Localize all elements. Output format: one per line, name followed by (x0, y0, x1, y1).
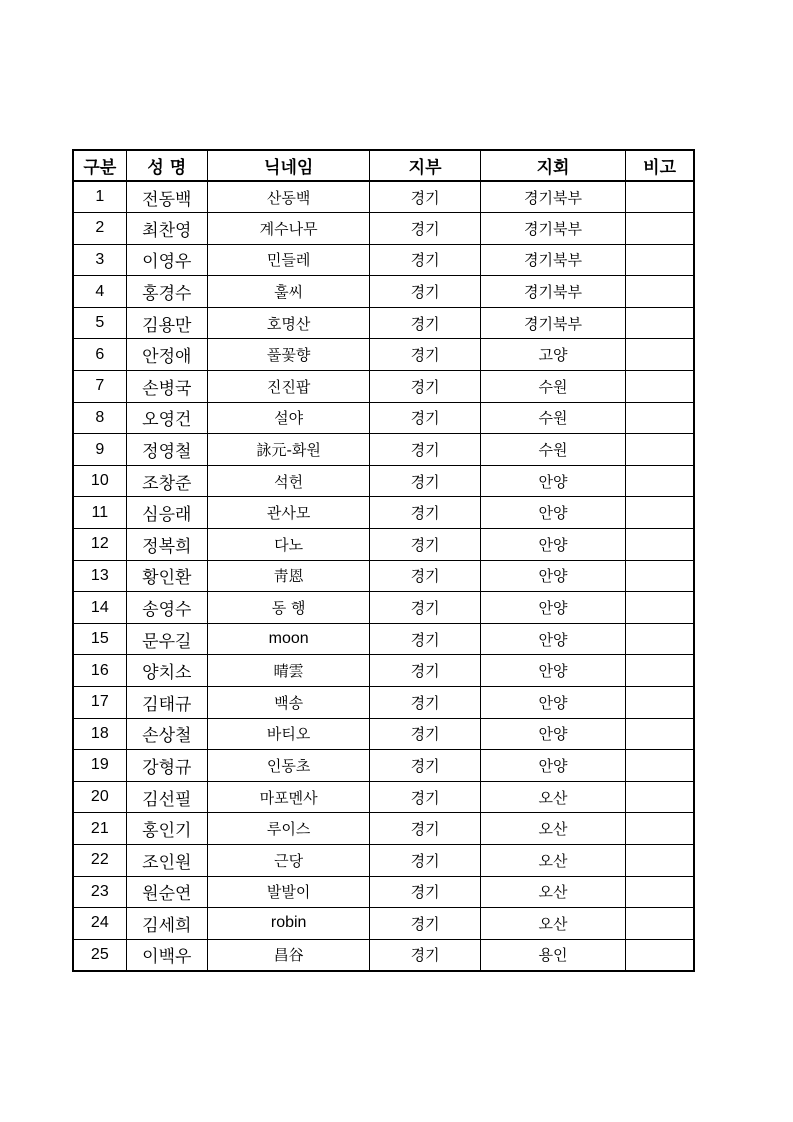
cell-chapter: 안양 (480, 529, 625, 561)
cell-name: 전동백 (126, 181, 207, 213)
cell-name: 이영우 (126, 244, 207, 276)
cell-region: 경기 (370, 213, 480, 245)
cell-chapter: 안양 (480, 718, 625, 750)
cell-chapter: 경기북부 (480, 276, 625, 308)
cell-note (626, 813, 694, 845)
table-row (73, 687, 694, 719)
table-row (73, 434, 694, 466)
cell-nickname: 백송 (207, 687, 370, 719)
cell-note (626, 844, 694, 876)
cell-nickname: 관사모 (207, 497, 370, 529)
cell-chapter: 오산 (480, 781, 625, 813)
table-row (73, 276, 694, 308)
cell-note (626, 529, 694, 561)
table-row (73, 781, 694, 813)
cell-chapter: 수원 (480, 371, 625, 403)
table-row (73, 181, 694, 213)
cell-chapter: 경기북부 (480, 307, 625, 339)
table-header-row (73, 150, 694, 181)
cell-num: 8 (73, 402, 126, 434)
header-chapter: 지회 (480, 150, 625, 181)
cell-note (626, 750, 694, 782)
cell-chapter: 경기북부 (480, 213, 625, 245)
cell-note (626, 718, 694, 750)
table-row (73, 908, 694, 940)
cell-note (626, 402, 694, 434)
cell-chapter: 안양 (480, 560, 625, 592)
cell-num: 25 (73, 939, 126, 971)
cell-region: 경기 (370, 939, 480, 971)
cell-num: 16 (73, 655, 126, 687)
cell-chapter: 안양 (480, 750, 625, 782)
cell-region: 경기 (370, 718, 480, 750)
cell-region: 경기 (370, 529, 480, 561)
cell-region: 경기 (370, 781, 480, 813)
cell-num: 23 (73, 876, 126, 908)
cell-note (626, 876, 694, 908)
cell-nickname: robin (207, 908, 370, 940)
cell-name: 오영건 (126, 402, 207, 434)
cell-num: 13 (73, 560, 126, 592)
table-row (73, 497, 694, 529)
cell-chapter: 경기북부 (480, 181, 625, 213)
cell-chapter: 안양 (480, 623, 625, 655)
cell-note (626, 276, 694, 308)
cell-nickname: 다노 (207, 529, 370, 561)
cell-num: 18 (73, 718, 126, 750)
cell-nickname: 昌谷 (207, 939, 370, 971)
cell-chapter: 경기북부 (480, 244, 625, 276)
table-row (73, 750, 694, 782)
cell-nickname: 풀꽃향 (207, 339, 370, 371)
cell-region: 경기 (370, 181, 480, 213)
cell-num: 5 (73, 307, 126, 339)
table-row (73, 465, 694, 497)
cell-num: 3 (73, 244, 126, 276)
cell-name: 이백우 (126, 939, 207, 971)
cell-region: 경기 (370, 307, 480, 339)
cell-name: 최찬영 (126, 213, 207, 245)
cell-note (626, 592, 694, 624)
cell-nickname: moon (207, 623, 370, 655)
cell-chapter: 고양 (480, 339, 625, 371)
cell-note (626, 465, 694, 497)
cell-note (626, 434, 694, 466)
cell-note (626, 244, 694, 276)
cell-region: 경기 (370, 465, 480, 497)
cell-num: 1 (73, 181, 126, 213)
cell-num: 2 (73, 213, 126, 245)
header-nickname: 닉네임 (207, 150, 370, 181)
table-body (73, 181, 694, 971)
cell-nickname: 민들레 (207, 244, 370, 276)
cell-region: 경기 (370, 402, 480, 434)
cell-num: 6 (73, 339, 126, 371)
cell-chapter: 안양 (480, 497, 625, 529)
cell-name: 손병국 (126, 371, 207, 403)
cell-name: 김세희 (126, 908, 207, 940)
table-row (73, 339, 694, 371)
table-row (73, 592, 694, 624)
cell-note (626, 939, 694, 971)
cell-name: 김선필 (126, 781, 207, 813)
header-region: 지부 (370, 150, 480, 181)
header-num: 구분 (73, 150, 126, 181)
header-name: 성 명 (126, 150, 207, 181)
cell-region: 경기 (370, 655, 480, 687)
cell-name: 손상철 (126, 718, 207, 750)
cell-nickname: 훌씨 (207, 276, 370, 308)
header-note: 비고 (626, 150, 694, 181)
cell-note (626, 560, 694, 592)
cell-chapter: 수원 (480, 402, 625, 434)
cell-name: 정영철 (126, 434, 207, 466)
cell-chapter: 용인 (480, 939, 625, 971)
cell-num: 9 (73, 434, 126, 466)
cell-name: 안정애 (126, 339, 207, 371)
cell-region: 경기 (370, 844, 480, 876)
cell-note (626, 655, 694, 687)
table-row (73, 402, 694, 434)
cell-nickname: 靑恩 (207, 560, 370, 592)
cell-region: 경기 (370, 276, 480, 308)
cell-note (626, 908, 694, 940)
cell-nickname: 발발이 (207, 876, 370, 908)
cell-region: 경기 (370, 687, 480, 719)
cell-name: 문우길 (126, 623, 207, 655)
table-row (73, 623, 694, 655)
cell-nickname: 설야 (207, 402, 370, 434)
cell-num: 11 (73, 497, 126, 529)
cell-nickname: 산동백 (207, 181, 370, 213)
cell-note (626, 781, 694, 813)
cell-num: 21 (73, 813, 126, 845)
cell-name: 양치소 (126, 655, 207, 687)
cell-name: 원순연 (126, 876, 207, 908)
cell-name: 김태규 (126, 687, 207, 719)
cell-nickname: 바티오 (207, 718, 370, 750)
cell-region: 경기 (370, 908, 480, 940)
table-row (73, 876, 694, 908)
cell-chapter: 안양 (480, 465, 625, 497)
table-row (73, 244, 694, 276)
cell-region: 경기 (370, 560, 480, 592)
cell-num: 20 (73, 781, 126, 813)
cell-num: 24 (73, 908, 126, 940)
table-row (73, 718, 694, 750)
cell-note (626, 181, 694, 213)
cell-name: 황인환 (126, 560, 207, 592)
cell-num: 17 (73, 687, 126, 719)
cell-chapter: 오산 (480, 908, 625, 940)
cell-num: 14 (73, 592, 126, 624)
cell-note (626, 687, 694, 719)
cell-nickname: 계수나무 (207, 213, 370, 245)
table-row (73, 307, 694, 339)
table-row (73, 213, 694, 245)
cell-name: 조창준 (126, 465, 207, 497)
cell-region: 경기 (370, 876, 480, 908)
cell-region: 경기 (370, 339, 480, 371)
cell-nickname: 인동초 (207, 750, 370, 782)
cell-region: 경기 (370, 623, 480, 655)
cell-name: 송영수 (126, 592, 207, 624)
cell-nickname: 晴雲 (207, 655, 370, 687)
cell-name: 김용만 (126, 307, 207, 339)
cell-nickname: 마포멘사 (207, 781, 370, 813)
table-row (73, 655, 694, 687)
cell-num: 10 (73, 465, 126, 497)
cell-chapter: 오산 (480, 813, 625, 845)
cell-nickname: 詠元-화원 (207, 434, 370, 466)
cell-note (626, 371, 694, 403)
cell-region: 경기 (370, 244, 480, 276)
cell-num: 7 (73, 371, 126, 403)
cell-note (626, 339, 694, 371)
cell-note (626, 497, 694, 529)
table-row (73, 560, 694, 592)
cell-region: 경기 (370, 750, 480, 782)
cell-name: 홍경수 (126, 276, 207, 308)
cell-name: 조인원 (126, 844, 207, 876)
cell-note (626, 307, 694, 339)
cell-nickname: 동 행 (207, 592, 370, 624)
table-row (73, 529, 694, 561)
cell-note (626, 623, 694, 655)
cell-num: 15 (73, 623, 126, 655)
member-roster-table (72, 149, 695, 972)
cell-name: 정복희 (126, 529, 207, 561)
cell-nickname: 근당 (207, 844, 370, 876)
cell-num: 19 (73, 750, 126, 782)
cell-num: 4 (73, 276, 126, 308)
table-row (73, 939, 694, 971)
table-row (73, 371, 694, 403)
cell-region: 경기 (370, 497, 480, 529)
table-row (73, 813, 694, 845)
cell-num: 22 (73, 844, 126, 876)
cell-region: 경기 (370, 592, 480, 624)
cell-chapter: 안양 (480, 592, 625, 624)
cell-nickname: 루이스 (207, 813, 370, 845)
cell-nickname: 호명산 (207, 307, 370, 339)
cell-name: 홍인기 (126, 813, 207, 845)
cell-region: 경기 (370, 434, 480, 466)
cell-name: 심응래 (126, 497, 207, 529)
cell-name: 강형규 (126, 750, 207, 782)
cell-nickname: 석헌 (207, 465, 370, 497)
cell-chapter: 수원 (480, 434, 625, 466)
cell-region: 경기 (370, 371, 480, 403)
cell-nickname: 진진팝 (207, 371, 370, 403)
cell-chapter: 오산 (480, 844, 625, 876)
table-row (73, 844, 694, 876)
cell-chapter: 안양 (480, 687, 625, 719)
cell-chapter: 오산 (480, 876, 625, 908)
cell-chapter: 안양 (480, 655, 625, 687)
cell-note (626, 213, 694, 245)
cell-region: 경기 (370, 813, 480, 845)
cell-num: 12 (73, 529, 126, 561)
